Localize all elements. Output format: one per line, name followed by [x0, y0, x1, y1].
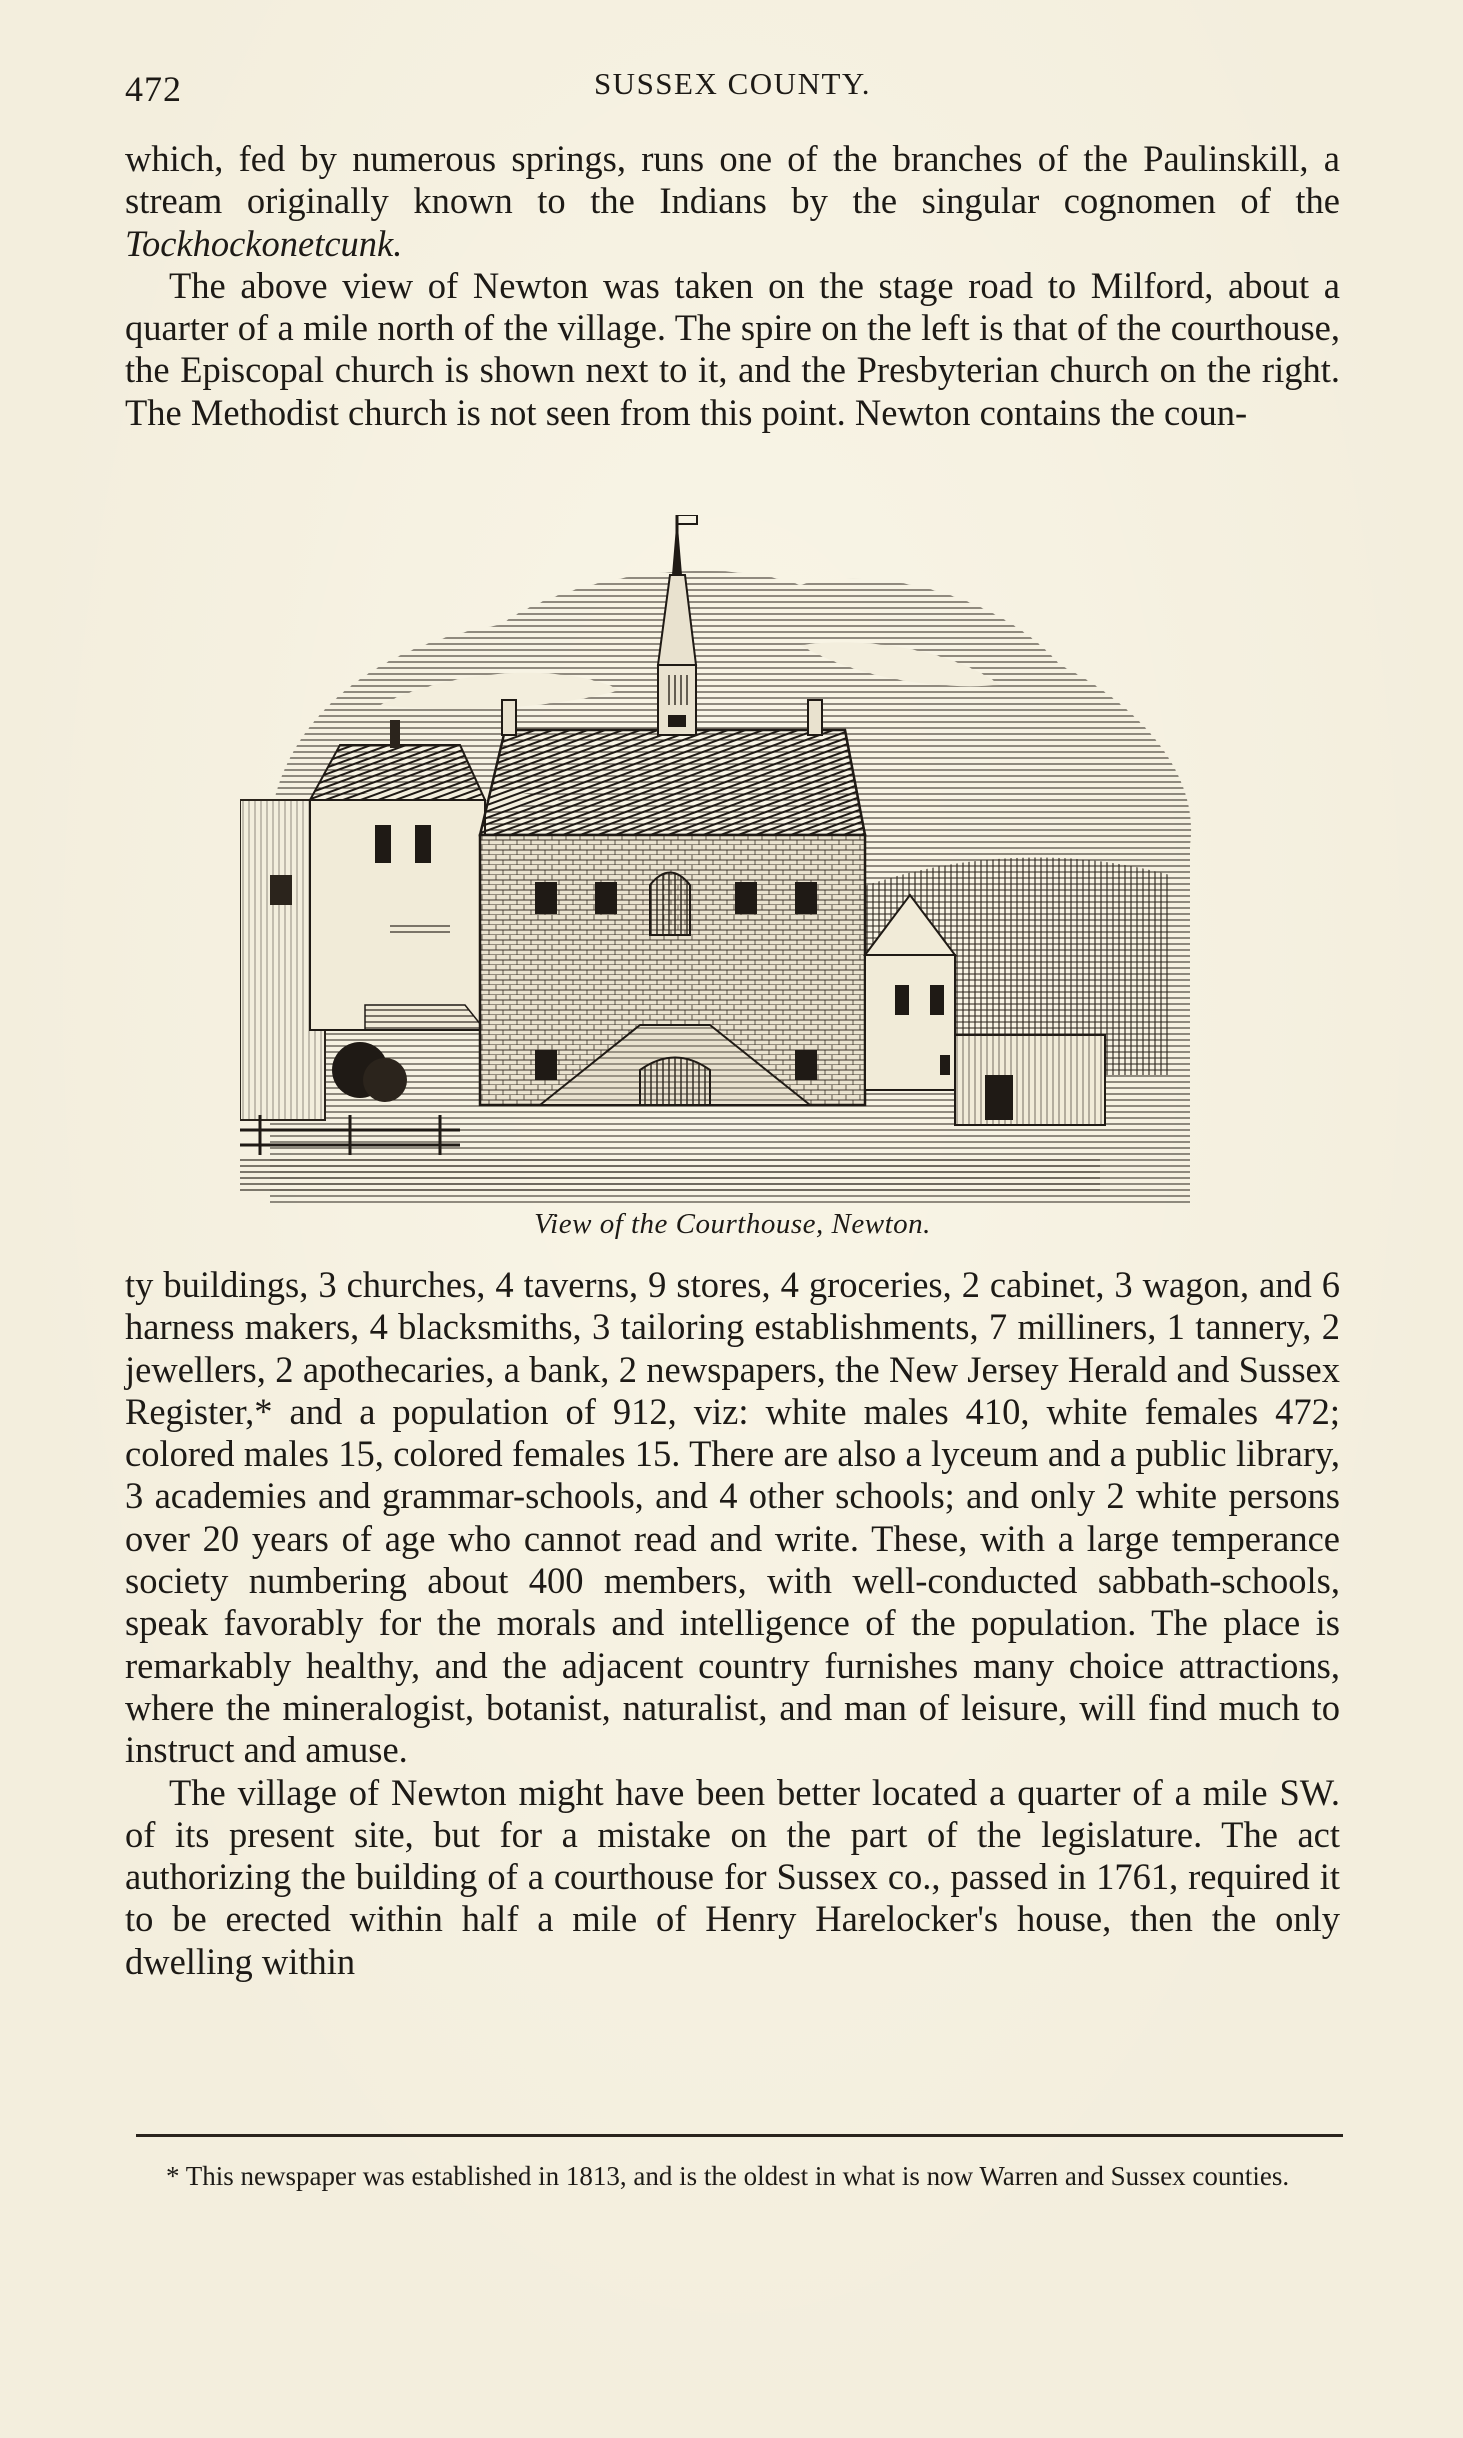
courthouse-engraving [240, 515, 1220, 1205]
engraving-illustration [240, 515, 1220, 1205]
figure-caption: View of the Courthouse, Newton. [534, 1208, 931, 1240]
page-header [125, 62, 1340, 112]
running-head: SUSSEX COUNTY. [593, 66, 872, 101]
paragraph-paulinskill [125, 138, 1340, 265]
footnote-divider [136, 2134, 1343, 2137]
text-block-top [125, 138, 1340, 434]
paragraph-text: which, fed by numerous springs, runs one of the branches of the Paulinskill, a stream originally known to the Indians by the singular cognomen of the [125, 138, 1340, 222]
footnote: * This newspaper was established in 1813, and is the oldest in what is now Warren and Sussex counties. [166, 2161, 1290, 2191]
page-number: 472 [125, 69, 182, 109]
text-block-bottom [125, 1264, 1340, 1983]
indian-name: Tockhockonetcunk. [125, 222, 403, 264]
paragraph-newton-location: The village of Newton might have been better located a quarter of a mile SW. of its present site, but for a mistake on the part of the legislature. The act authorizing the building of a courthouse for Sussex co., passed in 1761, required it to be erected within half a mile of Henry Harelocker's house, then the only dwelling within [125, 1771, 1340, 1982]
paragraph-view-description: The above view of Newton was taken on the stage road to Milford, about a quarter of a mile north of the village. The spire on the left is that of the courthouse, the Episcopal church is shown next to it, and the Presbyterian church on the right. The Methodist church is not seen from this point. Newton contains the coun- [125, 264, 1340, 433]
paragraph-newton-statistics: ty buildings, 3 churches, 4 taverns, 9 stores, 4 groceries, 2 cabinet, 3 wagon, and 6 harness makers, 4 blacksmiths, 3 tailoring establishments, 7 milliners, 1 tannery, 2 jewellers, 2 apothecaries, a bank, 2 newspapers, the New Jersey Herald and Sussex Register,* and a population of 912, viz: white males 410, white females 472; colored males 15, colored females 15. There are also a lyceum and a public library, 3 academies and grammar-schools, and 4 other schools; and only 2 white persons over 20 years of age who cannot read and write. These, with a large temperance society numbering about 400 members, with well-conducted sabbath-schools, speak favorably for the morals and intelligence of the population. The place is remarkably healthy, and the adjacent country furnishes many choice attractions, where the mineralogist, botanist, naturalist, and man of leisure, will find much to instruct and amuse. [125, 1264, 1340, 1771]
